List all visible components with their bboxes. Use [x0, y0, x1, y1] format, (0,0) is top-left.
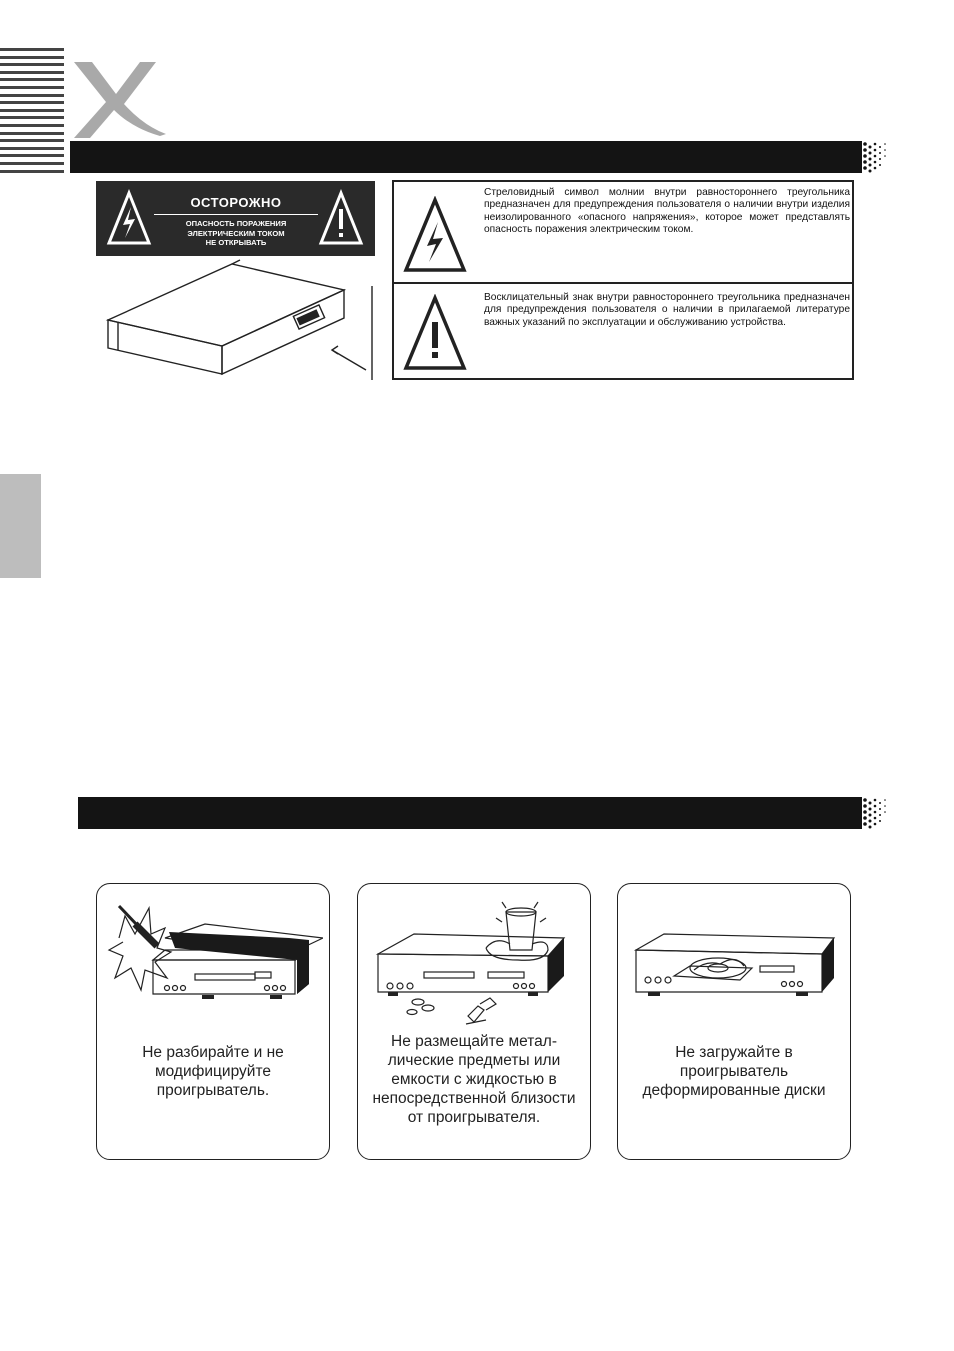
x-logo-icon: [68, 58, 168, 140]
caution-line-3: НЕ ОТКРЫВАТЬ: [205, 238, 267, 247]
glass-on-player-icon: [368, 894, 582, 1032]
lightning-triangle-icon: [106, 189, 152, 247]
section-header-bar-2: [78, 797, 860, 829]
warning-card-liquids: [357, 883, 591, 1160]
side-language-tab: [0, 474, 41, 578]
card-caption-2: Не размещайте метал-лические предметы или емкости с жидкостью в непосредственной близости от проигрывателя.: [372, 1033, 576, 1126]
warning-card-discs: [617, 883, 851, 1160]
section-header-bar: [70, 141, 860, 173]
caution-line-1: ОПАСНОСТЬ ПОРАЖЕНИЯ: [185, 219, 287, 228]
player-box-illustration: [100, 258, 380, 383]
caution-label: [96, 181, 375, 256]
disc-tray-player-icon: [628, 924, 842, 1004]
edge-stripes: [0, 48, 64, 178]
lightning-triangle-icon: [402, 196, 468, 274]
halftone-fade-icon: [856, 797, 890, 829]
warning-card-disassemble: [96, 883, 330, 1160]
caution-line-2: ЭЛЕКТРИЧЕСКИМ ТОКОМ: [187, 228, 285, 238]
symbol-explanation-box: [392, 180, 854, 380]
screwdriver-player-icon: [105, 898, 323, 1008]
caution-title: ОСТОРОЖНО: [190, 195, 282, 210]
card-caption-3: Не загружайте в проигрыватель деформированные диски: [642, 1044, 826, 1099]
lightning-explanation: Стреловидный символ молнии внутри равностороннего треугольника предназначен для предупреждения пользователя о наличии внутри изделия неизолированного «опасного напряжения», которое может представлять опасность поражения электрическим током.: [484, 187, 850, 235]
card-caption-1: Не разбирайте и не модифицируйте проигрыватель.: [142, 1044, 284, 1099]
exclamation-triangle-icon: [318, 189, 364, 247]
halftone-fade-icon: [856, 141, 890, 173]
exclamation-triangle-icon: [402, 294, 468, 372]
exclamation-explanation: Восклицательный знак внутри равностороннего треугольника предназначен для предупреждения пользователя о наличии в прилагаемой литературе важных указаний по эксплуатации и обслуживанию устройства.: [484, 292, 850, 328]
